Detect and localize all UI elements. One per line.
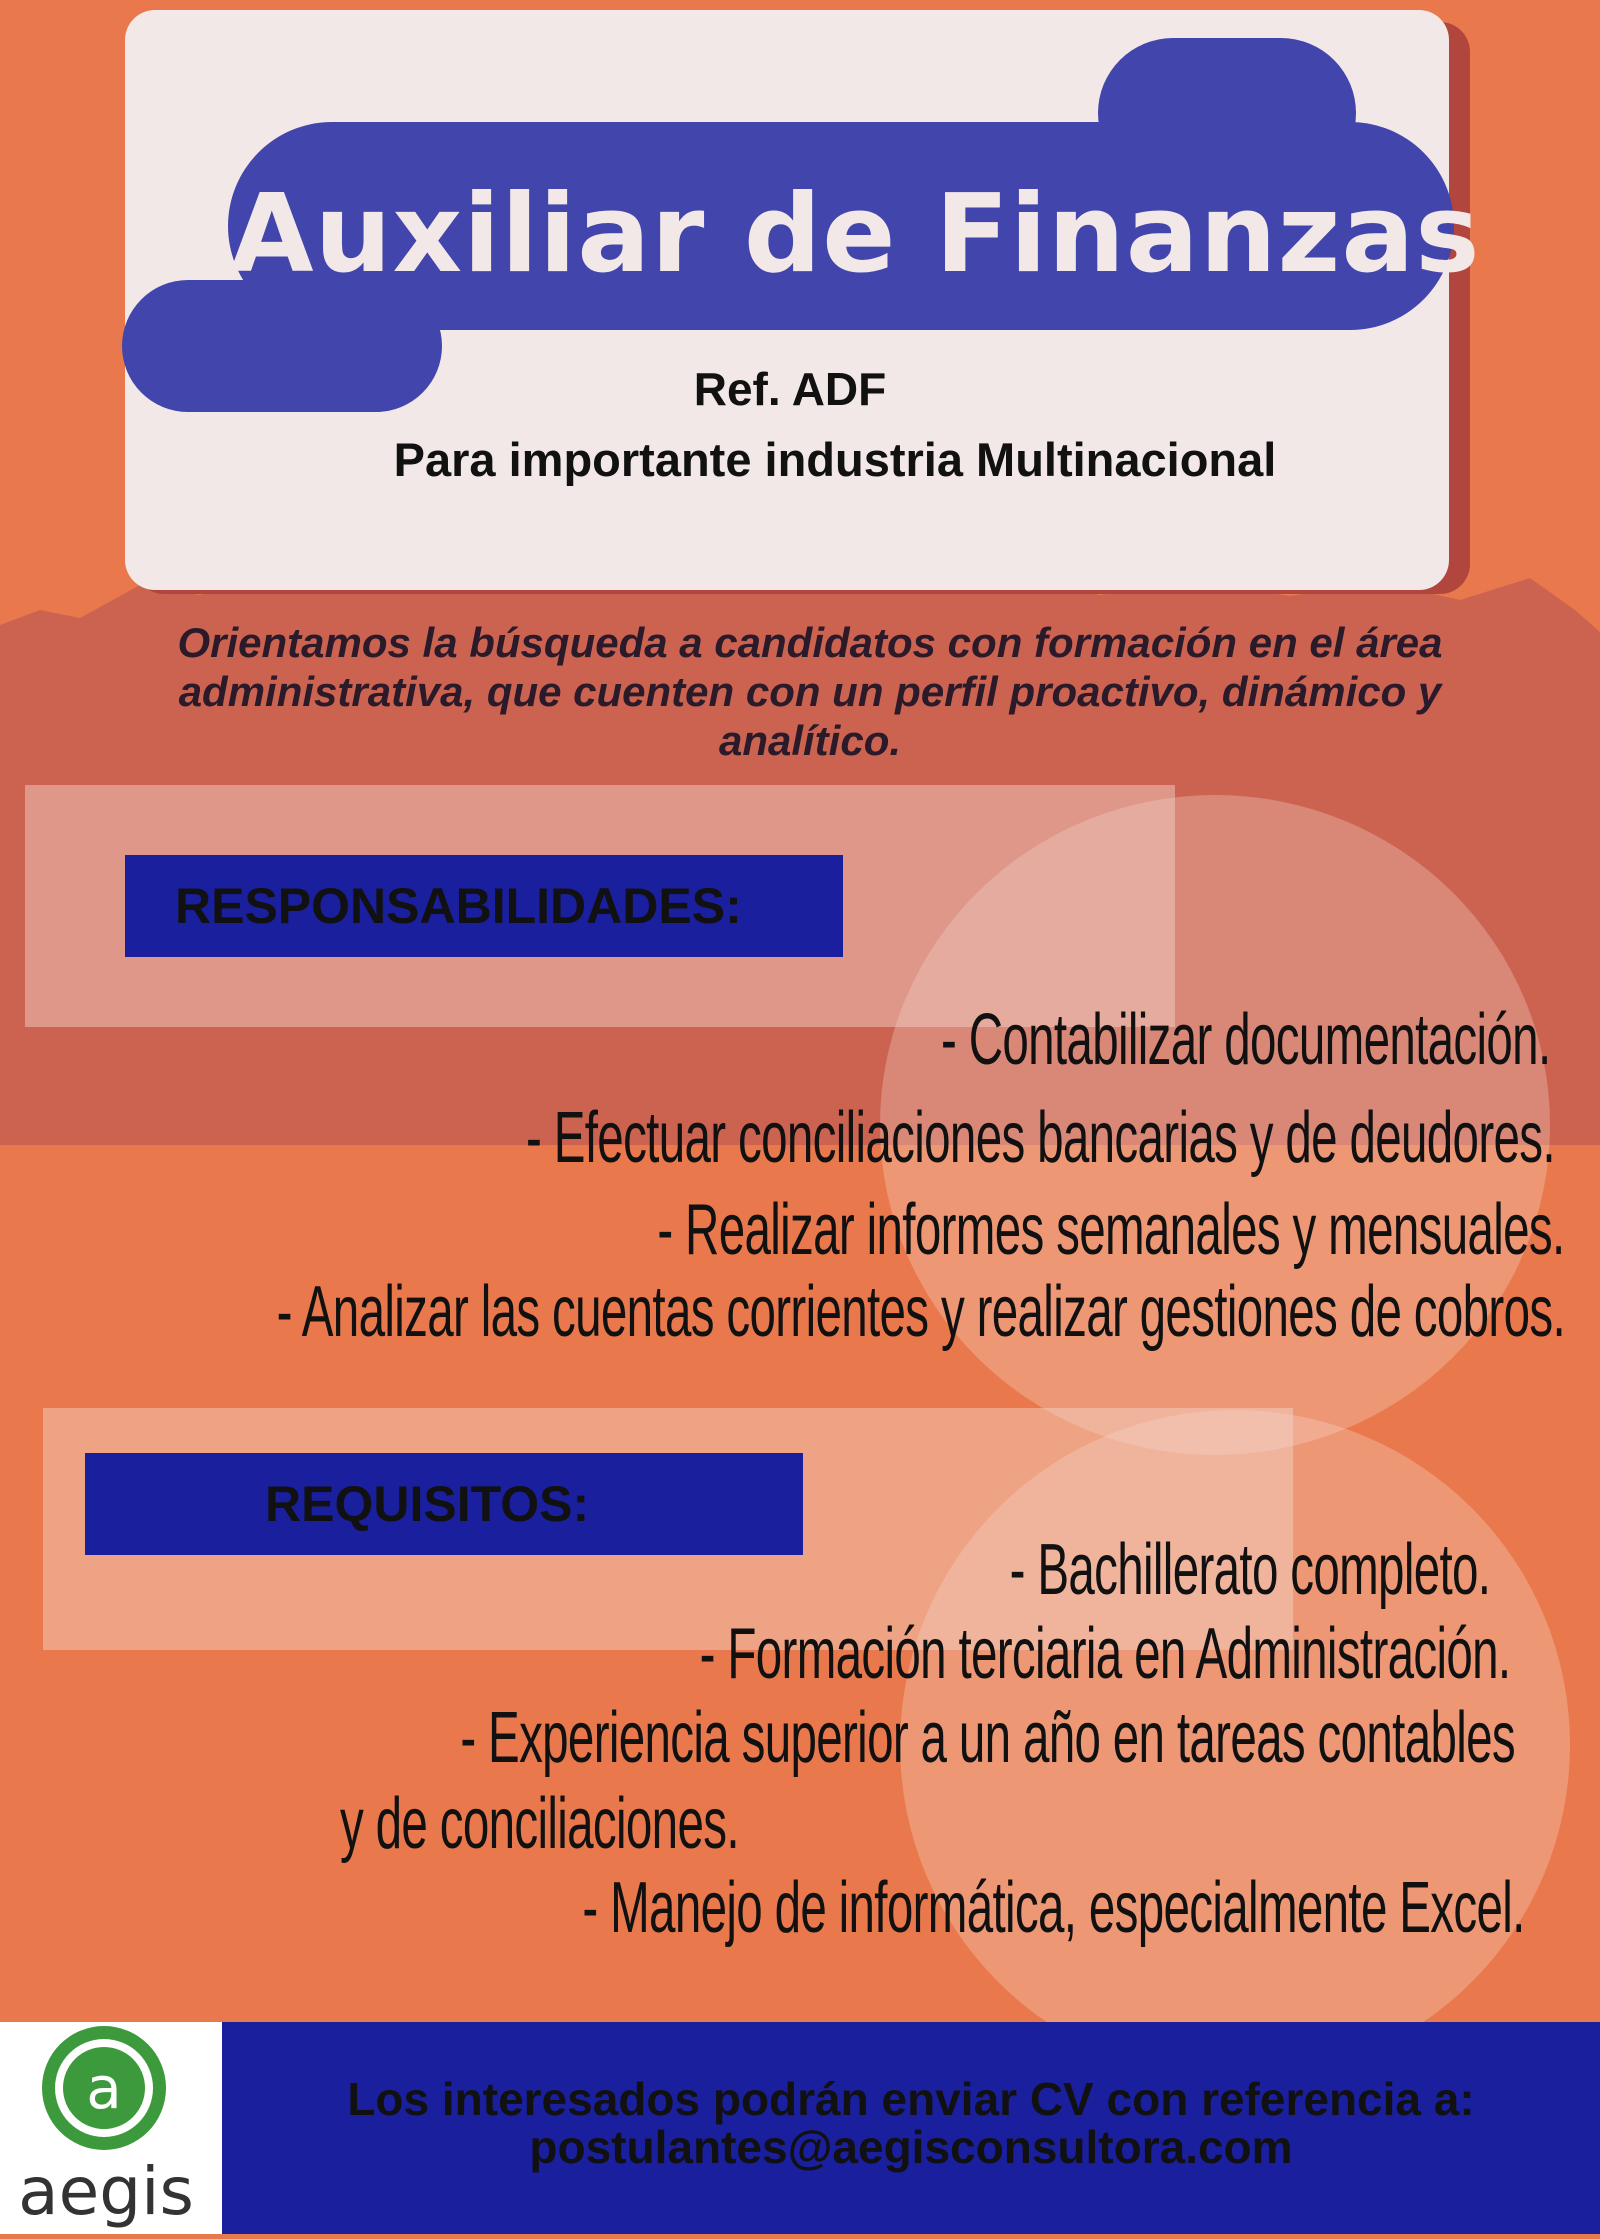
footer-logo-area	[0, 2022, 222, 2234]
list-item: - Manejo de informática, especialmente Excel.	[582, 1868, 1525, 1948]
contact-email-link[interactable]: postulantes@aegisconsultora.com	[529, 2121, 1293, 2173]
responsibilities-label-text: RESPONSABILIDADES:	[175, 878, 742, 934]
reference-code: Ref. ADF	[693, 363, 887, 415]
list-item: - Contabilizar documentación.	[940, 1000, 1550, 1080]
list-item: - Analizar las cuentas corrientes y realizar gestiones de cobros.	[276, 1272, 1565, 1352]
list-item: y de conciliaciones.	[340, 1784, 739, 1864]
intro-text: Orientamos la búsqueda a candidatos con formación en el área administrativa, que cuenten con un perfil proactivo, dinámico y analítico.	[177, 619, 1443, 764]
list-item: - Efectuar conciliaciones bancarias y de deudores.	[526, 1098, 1555, 1178]
list-item: - Experiencia superior a un año en tareas contables	[460, 1698, 1515, 1778]
subtitle: Para importante industria Multinacional	[393, 433, 1277, 486]
requirements-label-text: REQUISITOS:	[265, 1476, 590, 1532]
aegis-logo-icon	[0, 2022, 222, 2234]
list-item: - Bachillerato completo.	[1009, 1530, 1490, 1610]
list-item: - Realizar informes semanales y mensuales.	[657, 1190, 1565, 1270]
list-item: - Formación terciaria en Administración.	[699, 1614, 1510, 1694]
footer-contact-text: Los interesados podrán enviar CV con referencia a:	[347, 2073, 1475, 2125]
page-title: Auxiliar de Finanzas	[230, 172, 1481, 297]
logo-mark: a	[86, 2054, 122, 2122]
logo-text: aegis	[18, 2153, 194, 2230]
